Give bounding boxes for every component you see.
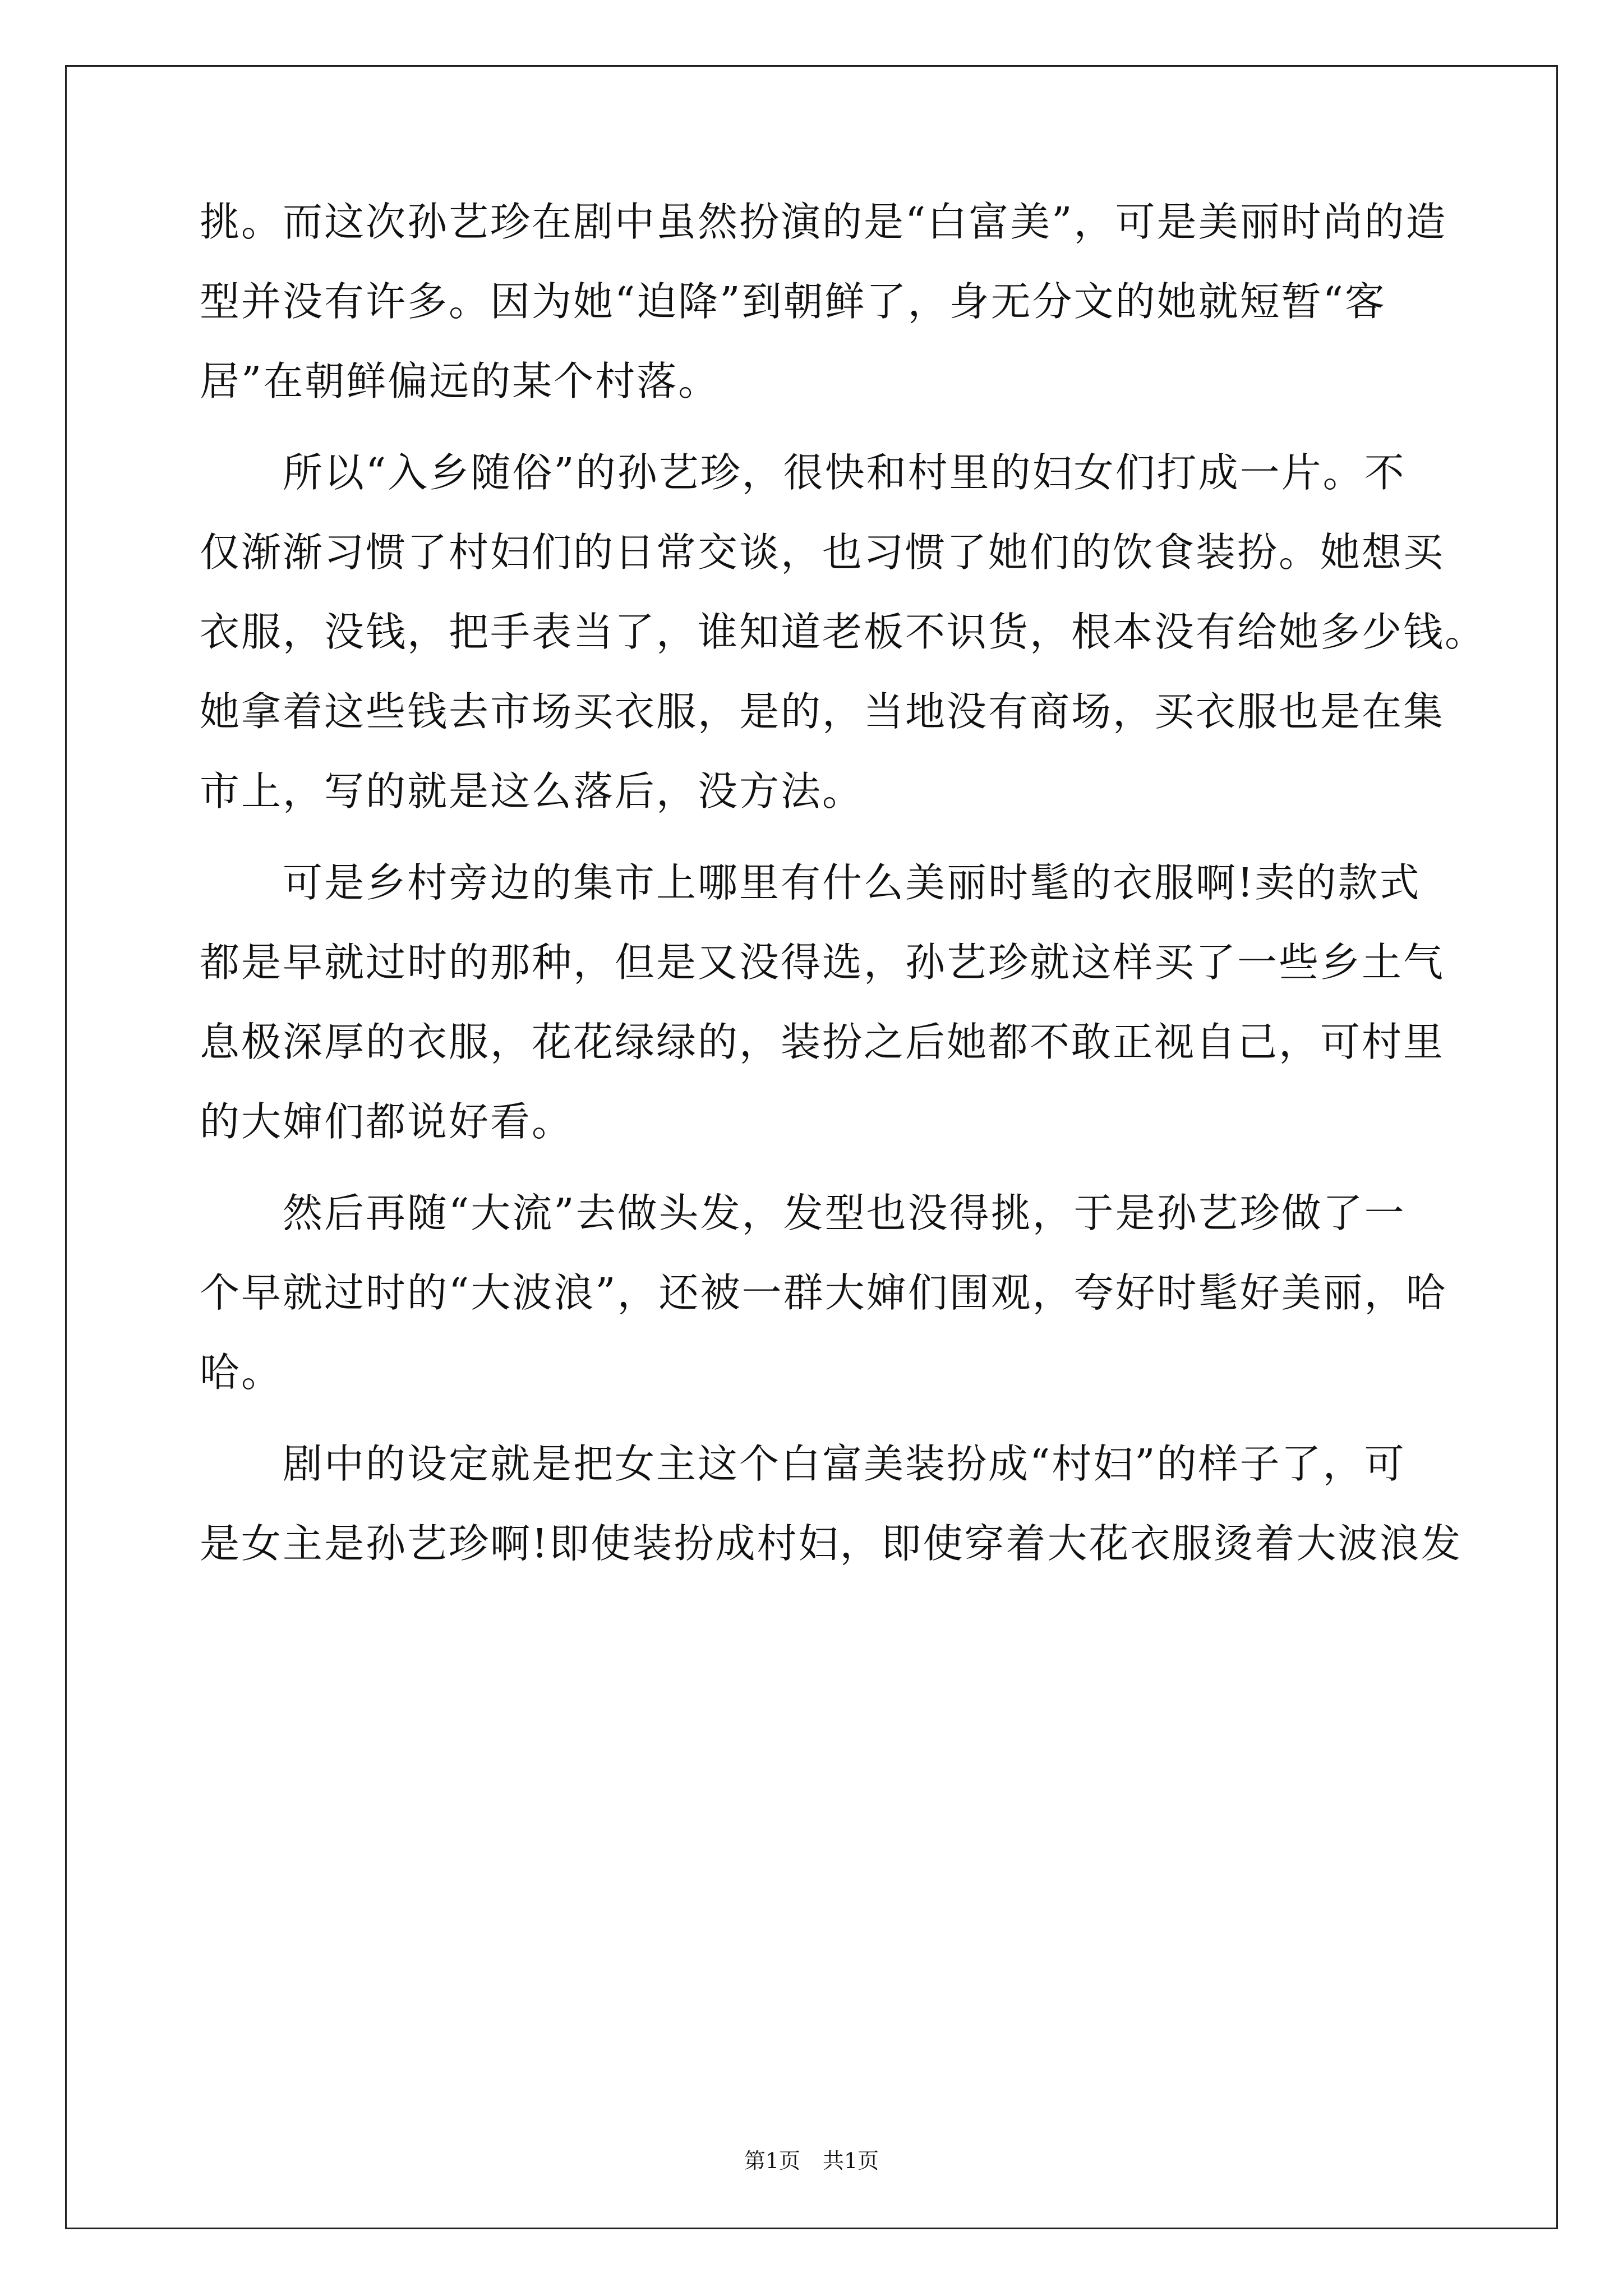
text-line-15: 哈。 [200,1349,283,1396]
text-line-14: 个早就过时的“大波浪”，还被一群大婶们围观，夸好时髦好美丽，哈 [200,1269,1447,1316]
text-line-9: 可是乡村旁边的集市上哪里有什么美丽时髦的衣服啊!卖的款式 [200,859,1421,906]
text-line-8: 市上，写的就是这么落后，没方法。 [200,768,864,815]
document-body [200,199,1487,1567]
text-line-7: 她拿着这些钱去市场买衣服，是的，当地没有商场，买衣服也是在集 [200,688,1445,735]
text-line-11: 息极深厚的衣服，花花绿绿的，装扮之后她都不敢正视自己，可村里 [200,1019,1445,1065]
text-line-12: 的大婶们都说好看。 [200,1098,574,1145]
text-line-2: 型并没有许多。因为她“迫降”到朝鲜了，身无分文的她就短暂“客 [200,278,1386,325]
text-line-17: 是女主是孙艺珍啊!即使装扮成村妇，即使穿着大花衣服烫着大波浪发 [200,1520,1463,1567]
text-line-5: 仅渐渐习惯了村妇们的日常交谈，也习惯了她们的饮食装扮。她想买 [200,529,1445,576]
page-footer [0,2150,1623,2172]
text-line-3: 居”在朝鲜偏远的某个村落。 [200,358,720,404]
text-line-10: 都是早就过时的那种，但是又没得选，孙艺珍就这样买了一些乡土气 [200,939,1445,986]
text-line-6: 衣服，没钱，把手表当了，谁知道老板不识货，根本没有给她多少钱。 [200,609,1487,655]
page-number-current: 第1页 [744,2148,800,2173]
text-line-16: 剧中的设定就是把女主这个白富美装扮成“村妇”的样子了，可 [200,1441,1406,1487]
text-line-13: 然后再随“大流”去做头发，发型也没得挑，于是孙艺珍做了一 [200,1190,1406,1236]
page-number-total: 共1页 [823,2148,879,2173]
text-line-4: 所以“入乡随俗”的孙艺珍，很快和村里的妇女们打成一片。不 [200,449,1406,496]
text-line-1: 挑。而这次孙艺珍在剧中虽然扮演的是“白富美”，可是美丽时尚的造 [200,199,1447,245]
